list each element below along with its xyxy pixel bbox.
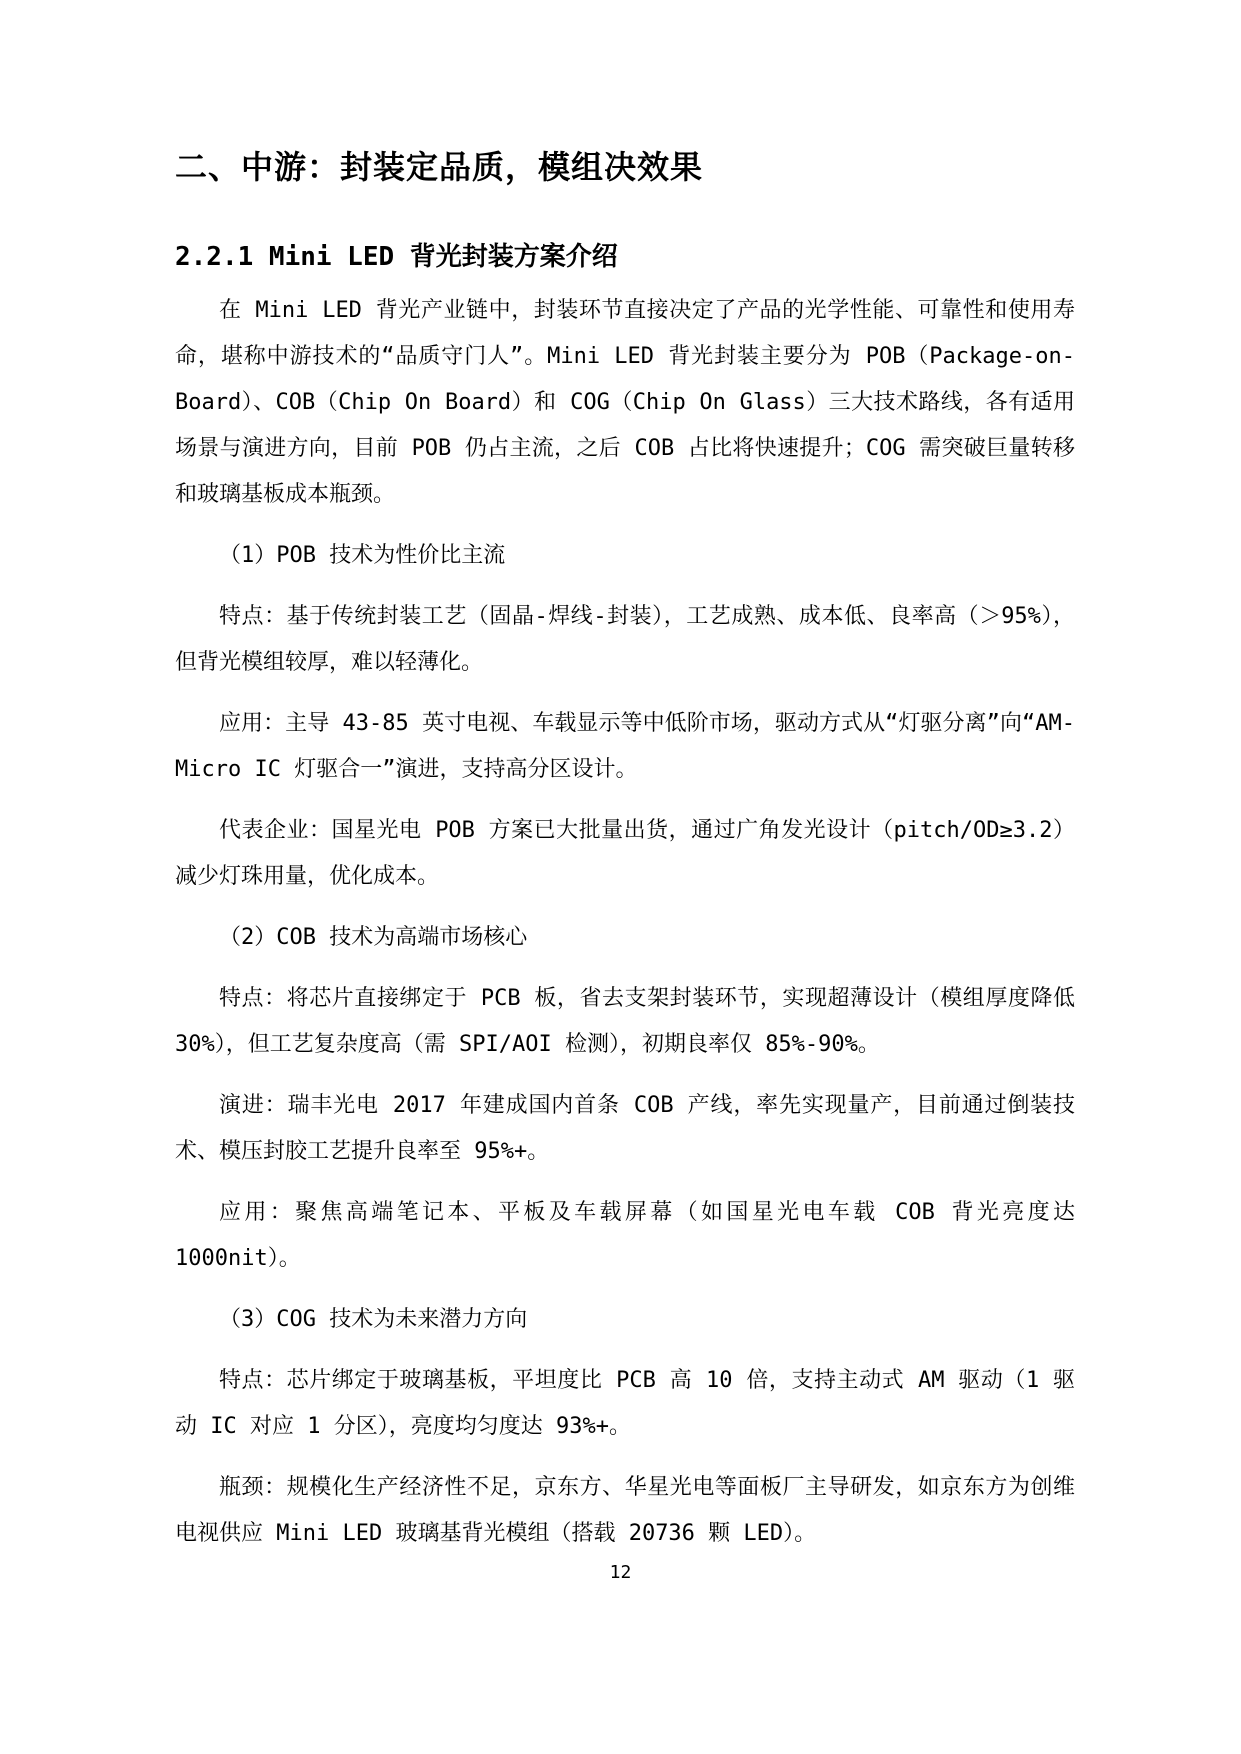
paragraph-cob-evolution: 演进：瑞丰光电 2017 年建成国内首条 COB 产线，率先实现量产，目前通过倒装技术、模压封胶工艺提升良率至 95%+。 — [175, 1092, 1075, 1164]
paragraph-pob-companies: 代表企业：国星光电 POB 方案已大批量出货，通过广角发光设计（pitch/OD≥3.2）减少灯珠用量，优化成本。 — [175, 817, 1075, 889]
paragraph-intro: 在 Mini LED 背光产业链中，封装环节直接决定了产品的光学性能、可靠性和使用寿命，堪称中游技术的“品质守门人”。Mini LED 背光封装主要分为 POB（Package-on-Board）、COB（Chip On Board）和 COG（Chip On Glass）三大技术路线，各有适用场景与演进方向，目前 POB 仍占主流，之后 COB 占比将快速提升；COG 需突破巨量转移和玻璃基板成本瓶颈。 — [175, 297, 1075, 507]
page-number: 12 — [609, 1562, 632, 1583]
paragraph-cog-bottleneck: 瓶颈：规模化生产经济性不足，京东方、华星光电等面板厂主导研发，如京东方为创维电视供应 Mini LED 玻璃基背光模组（搭载 20736 颗 LED）。 — [175, 1474, 1075, 1546]
doc-title: 二、中游：封装定品质，模组决效果 — [175, 148, 704, 186]
paragraph-cob-application: 应用：聚焦高端笔记本、平板及车载屏幕（如国星光电车载 COB 背光亮度达 1000nit）。 — [175, 1199, 1075, 1271]
paragraph-cog-features: 特点：芯片绑定于玻璃基板，平坦度比 PCB 高 10 倍，支持主动式 AM 驱动（1 驱动 IC 对应 1 分区），亮度均匀度达 93%+。 — [175, 1367, 1075, 1439]
paragraph-cob-features: 特点：将芯片直接绑定于 PCB 板，省去支架封装环节，实现超薄设计（模组厚度降低 30%），但工艺复杂度高（需 SPI/AOI 检测），初期良率仅 85%-90%。 — [175, 985, 1075, 1057]
sub-point-heading-cob: （2）COB 技术为高端市场核心 — [219, 924, 528, 950]
sub-point-heading-cog: （3）COG 技术为未来潜力方向 — [219, 1306, 528, 1332]
paragraph-pob-features: 特点：基于传统封装工艺（固晶-焊线-封装），工艺成熟、成本低、良率高（＞95%），但背光模组较厚，难以轻薄化。 — [175, 603, 1075, 675]
paragraph-pob-application: 应用：主导 43-85 英寸电视、车载显示等中低阶市场，驱动方式从“灯驱分离”向“AM-Micro IC 灯驱合一”演进，支持高分区设计。 — [175, 710, 1075, 782]
section-heading: 2.2.1 Mini LED 背光封装方案介绍 — [175, 242, 618, 273]
sub-point-heading-pob: （1）POB 技术为性价比主流 — [219, 542, 506, 568]
